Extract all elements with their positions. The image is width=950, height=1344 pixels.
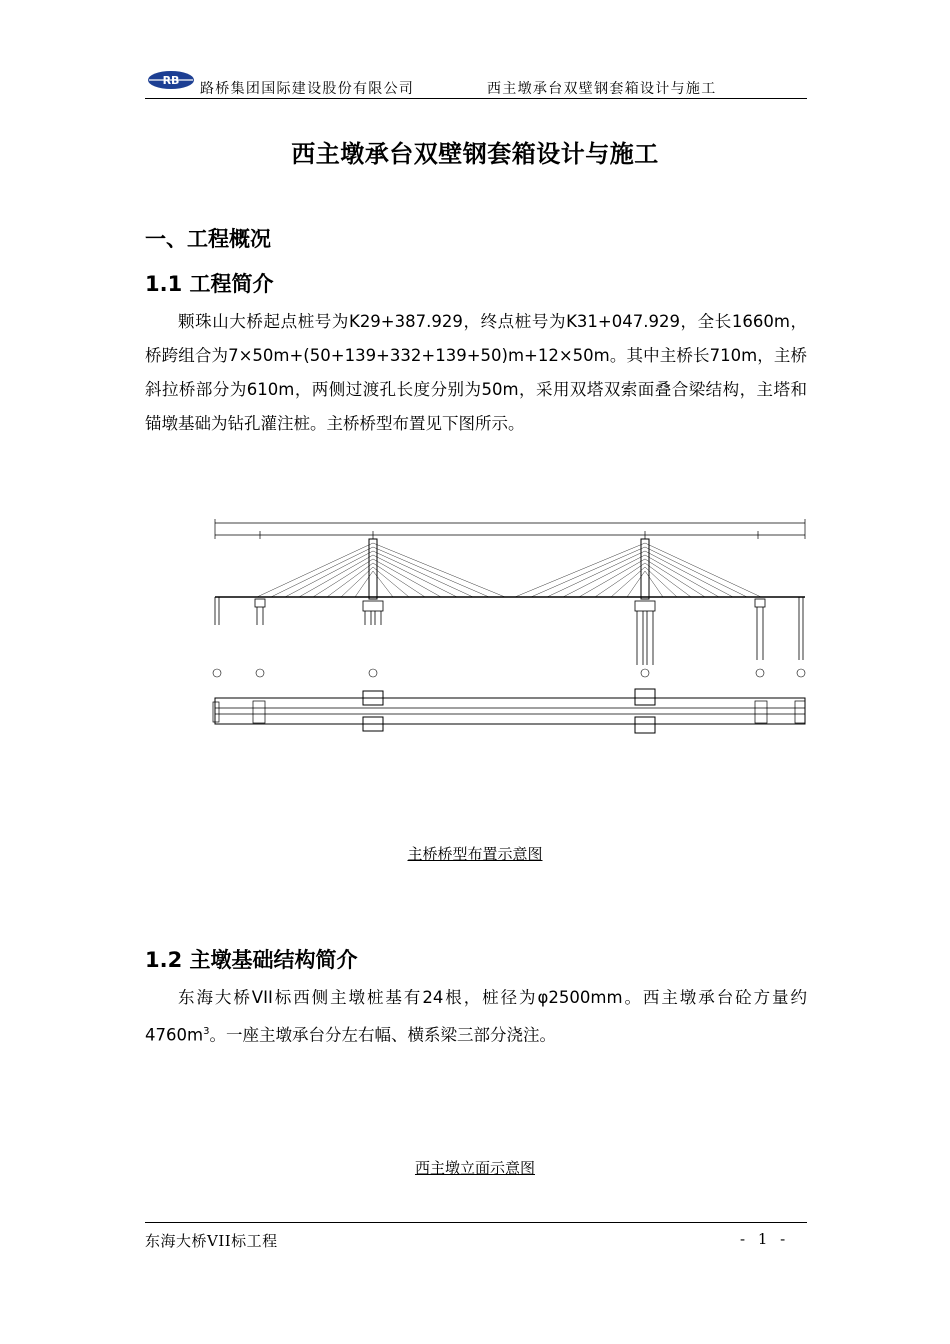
bridge-layout-drawing (205, 515, 815, 740)
logo-text: RB (162, 74, 180, 87)
header-company: 路桥集团国际建设股份有限公司 (200, 81, 415, 97)
figure-caption-bridge-layout: 主桥桥型布置示意图 (407, 845, 543, 863)
page-title: 西主墩承台双壁钢套箱设计与施工 (291, 139, 659, 168)
section-heading: 一、工程概况 (145, 227, 271, 251)
paragraph-project-intro: 颗珠山大桥起点桩号为K29+387.929，终点桩号为K31+047.929，全长1660m，桥跨组合为7×50m+(50+139+332+139+50)m+12×50m。其中主桥长710m，主桥斜拉桥部分为610m，两侧过渡孔长度分别为50m，采用双塔双索面叠合梁结构，主塔和锚墩基础为钻孔灌注桩。主桥桥型布置见下图所示。 (145, 312, 807, 433)
company-logo (147, 70, 195, 90)
footer-project: 东海大桥VII标工程 (145, 1232, 278, 1250)
superscript-3: 3 (203, 1026, 210, 1037)
header-doc-title: 西主墩承台双壁钢套箱设计与施工 (487, 81, 717, 97)
paragraph-text-b: 。一座主墩承台分左右幅、横系梁三部分浇注。 (209, 1025, 556, 1045)
subsection-heading-1-1: 1.1 工程简介 (145, 272, 274, 296)
footer-divider (145, 1222, 807, 1223)
paragraph-pier-foundation (145, 981, 807, 1053)
figure-caption-pier-elevation: 西主墩立面示意图 (414, 1159, 535, 1177)
page-number: - 1 - (740, 1230, 790, 1248)
subsection-heading-1-2: 1.2 主墩基础结构简介 (145, 948, 358, 972)
header-divider (145, 98, 807, 99)
paragraph-text-a: 东海大桥VII标西侧主墩桩基有24根，桩径为φ2500mm。西主墩承台砼方量约4760m (145, 988, 807, 1045)
